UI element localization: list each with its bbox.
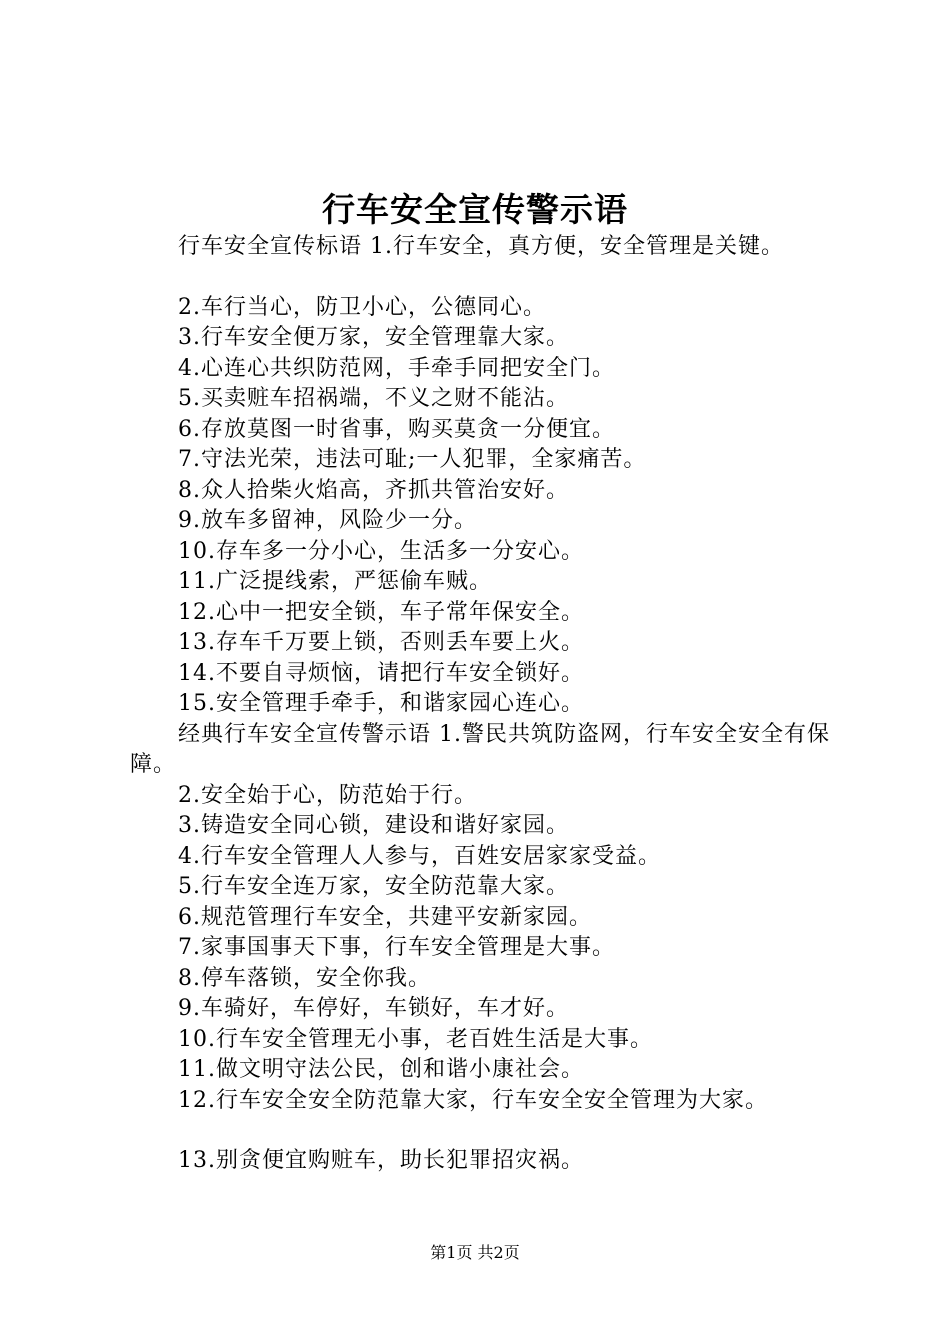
- list-item: 8.众人拾柴火焰高，齐抓共管治安好。: [178, 477, 569, 503]
- list-item: 10.行车安全管理无小事，老百姓生活是大事。: [178, 1026, 653, 1052]
- list-item: 4.心连心共织防范网，手牵手同把安全门。: [178, 355, 615, 381]
- list-item: 8.停车落锁，安全你我。: [178, 965, 431, 991]
- list-item: 11.广泛提线索，严惩偷车贼。: [178, 569, 492, 594]
- list-item: 4.行车安全管理人人参与，百姓安居家家受益。: [178, 843, 661, 869]
- list-item: 2.车行当心，防卫小心，公德同心。: [178, 294, 546, 320]
- list-item: 6.存放莫图一时省事，购买莫贪一分便宜。: [178, 416, 615, 442]
- list-item: 7.家事国事天下事，行车安全管理是大事。: [178, 935, 615, 960]
- paragraph-gap: [130, 1116, 840, 1146]
- list-item: 14.不要自寻烦恼，请把行车安全锁好。: [178, 660, 584, 686]
- list-item: 3.铸造安全同心锁，建设和谐好家园。: [178, 813, 569, 838]
- list-item: 15.安全管理手牵手，和谐家园心连心。: [178, 691, 584, 716]
- section2-intro: 经典行车安全宣传警示语 1.警民共筑防盗网，行车安全安全有保障。: [130, 721, 830, 777]
- list-item: 13.存车千万要上锁，否则丢车要上火。: [178, 630, 584, 655]
- page-title: 行车安全宣传警示语: [322, 190, 628, 229]
- list-item: 12.心中一把安全锁，车子常年保安全。: [178, 599, 584, 625]
- list-item: 11.做文明守法公民，创和谐小康社会。: [178, 1057, 584, 1082]
- list-item: 7.守法光荣，违法可耻;一人犯罪，全家痛苦。: [178, 447, 647, 472]
- list-item: 10.存车多一分小心，生活多一分安心。: [178, 538, 584, 564]
- document-body: [130, 232, 840, 1177]
- list-item: 6.规范管理行车安全，共建平安新家园。: [178, 904, 592, 930]
- list-item: 5.行车安全连万家，安全防范靠大家。: [178, 874, 569, 899]
- page-footer: 第1页 共2页: [430, 1243, 520, 1262]
- list-item: 9.车骑好，车停好，车锁好，车才好。: [178, 996, 569, 1021]
- list-item: 3.行车安全便万家，安全管理靠大家。: [178, 325, 569, 350]
- list-item: 13.别贪便宜购赃车，助长犯罪招灾祸。: [178, 1148, 584, 1173]
- list-item: 5.买卖赃车招祸端，不义之财不能沾。: [178, 386, 569, 411]
- list-item: 2.安全始于心，防范始于行。: [178, 782, 477, 808]
- section1-intro: 行车安全宣传标语 1.行车安全，真方便，安全管理是关键。: [178, 234, 784, 259]
- list-item: 9.放车多留神，风险少一分。: [178, 508, 477, 533]
- paragraph-gap: [130, 263, 840, 293]
- list-item: 12.行车安全安全防范靠大家，行车安全安全管理为大家。: [178, 1087, 768, 1113]
